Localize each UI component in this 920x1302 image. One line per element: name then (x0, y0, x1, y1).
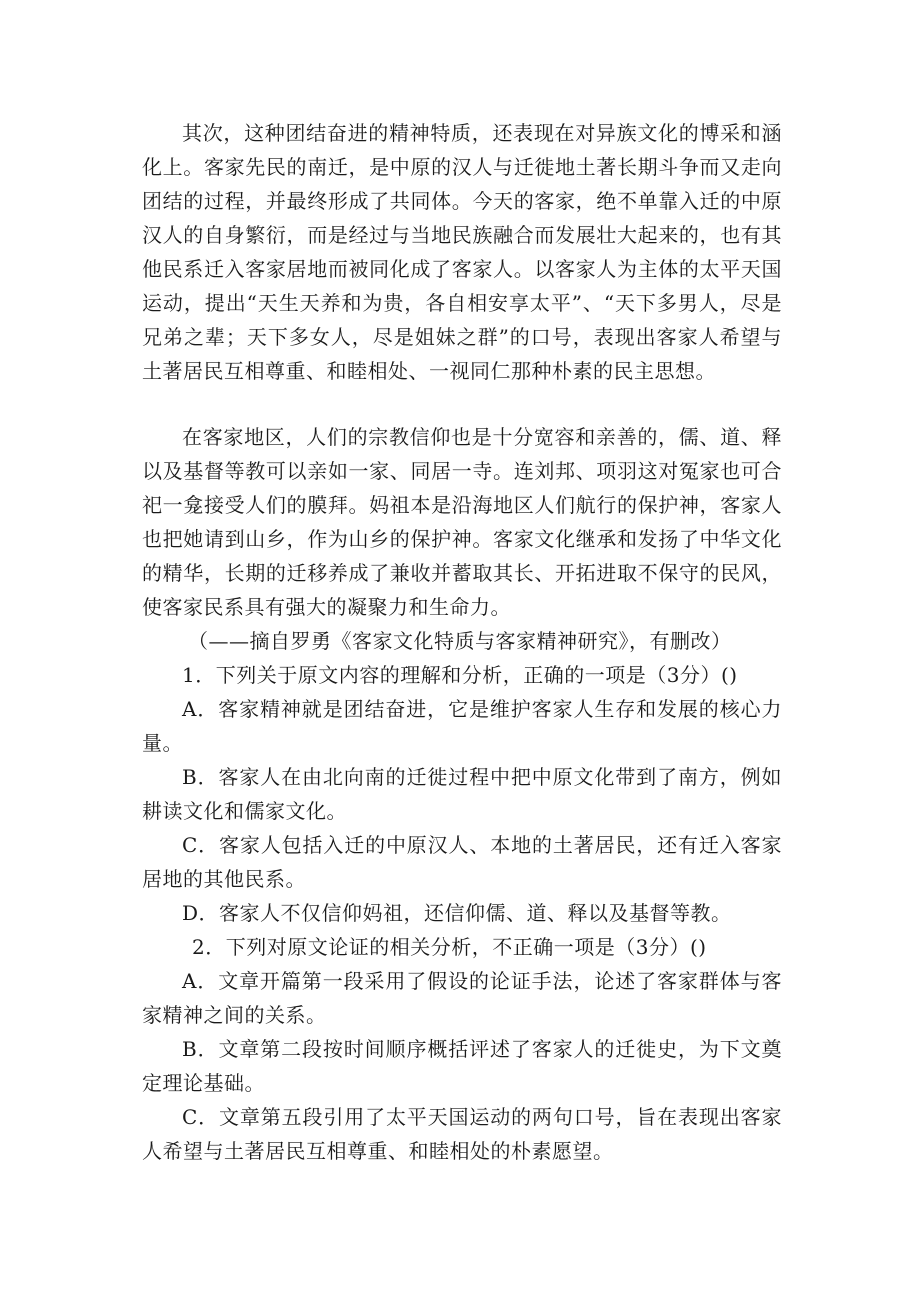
option-c: C．文章第五段引用了太平天国运动的两句口号，旨在表现出客家人希望与土著居民互相尊重、和睦相处的朴素愿望。 (142, 1105, 782, 1163)
option-b: B．客家人在由北向南的迁徙过程中把中原文化带到了南方，例如耕读文化和儒家文化。 (142, 765, 782, 823)
question-1-stem: 1．下列关于原文内容的理解和分析，正确的一项是（3分）() (182, 663, 738, 687)
option-c: C．客家人包括入迁的中原汉人、本地的土著居民，还有迁入客家居地的其他民系。 (142, 833, 782, 891)
body-paragraph (142, 116, 782, 388)
question-stem (142, 658, 782, 692)
question-2-options (142, 964, 782, 1168)
paragraph-text: 其次，这种团结奋进的精神特质，还表现在对异族文化的博采和涵化上。客家先民的南迁，是中原的汉人与迁徙地土著长期斗争而又走向团结的过程，并最终形成了共同体。今天的客家，绝不单靠入迁的中原汉人的自身繁衍，而是经过与当地民族融合而发展壮大起来的，也有其他民系迁入客家居地而被同化成了客家人。以客家人为主体的太平天国运动，提出“天生天养和为贵，各自相安享太平”、“天下多男人，尽是兄弟之辈；天下多女人，尽是姐妹之群”的口号，表现出客家人希望与土著居民互相尊重、和睦相处、一视同仁那种朴素的民主思想。 (142, 121, 782, 383)
option-a: A．客家精神就是团结奋进，它是维护客家人生存和发展的核心力量。 (142, 697, 782, 755)
question-stem (142, 930, 782, 964)
question-2-stem: 2．下列对原文论证的相关分析，不正确一项是（3分）() (192, 935, 707, 959)
question-1-options (142, 692, 782, 930)
option-a: A．文章开篇第一段采用了假设的论证手法，论述了客家群体与客家精神之间的关系。 (142, 969, 782, 1027)
paragraph-text: 在客家地区，人们的宗教信仰也是十分宽容和亲善的，儒、道、释以及基督等教可以亲如一家、同居一寺。连刘邦、项羽这对冤家也可合祀一龛接受人们的膜拜。妈祖本是沿海地区人们航行的保护神，客家人也把她请到山乡，作为山乡的保护神。客家文化继承和发扬了中华文化的精华，长期的迁移养成了兼收并蓄取其长、开拓进取不保守的民风，使客家民系具有强大的凝聚力和生命力。 (142, 425, 782, 619)
option-b: B．文章第二段按时间顺序概括评述了客家人的迁徙史，为下文奠定理论基础。 (142, 1037, 782, 1095)
option-d: D．客家人不仅信仰妈祖，还信仰儒、道、释以及基督等教。 (182, 901, 732, 925)
body-paragraph (142, 420, 782, 624)
citation-text: （——摘自罗勇《客家文化特质与客家精神研究》，有删改） (188, 629, 732, 653)
source-citation (142, 624, 782, 658)
